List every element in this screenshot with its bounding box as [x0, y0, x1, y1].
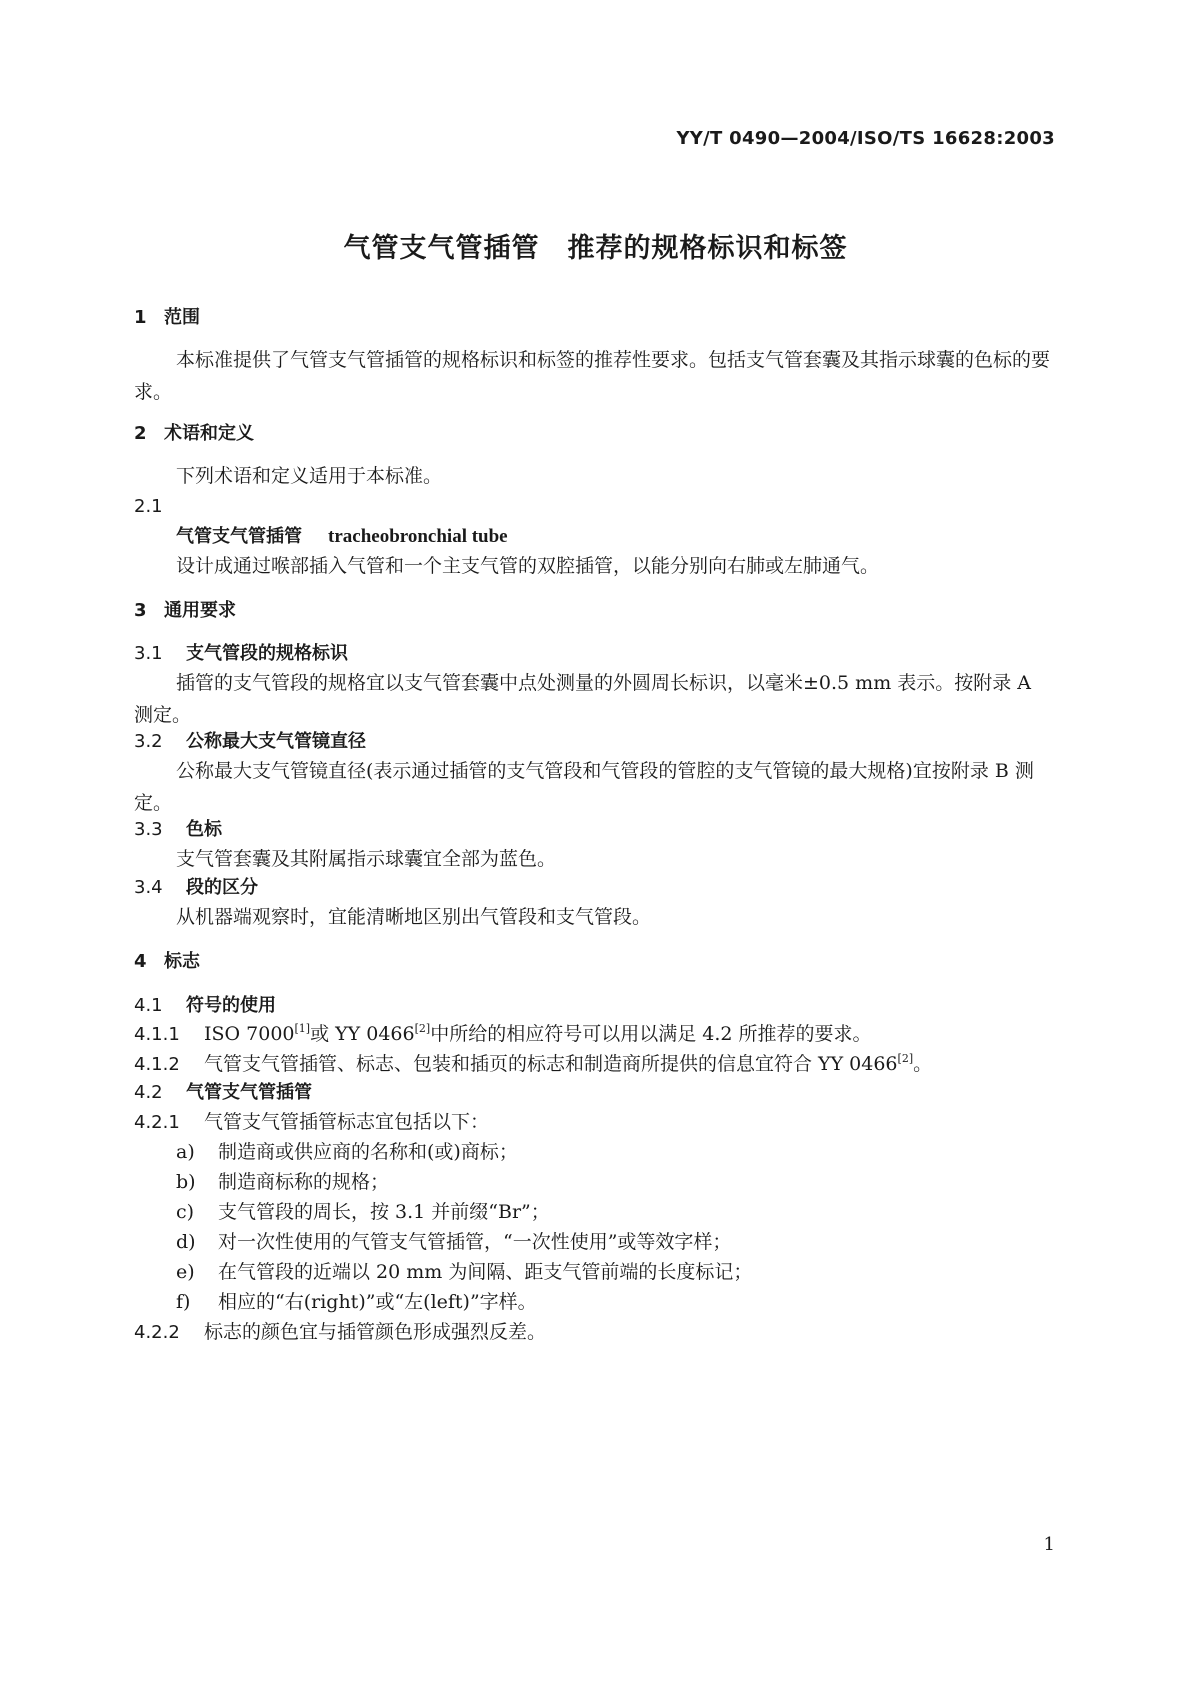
section-2-paragraph: 下列术语和定义适用于本标准。 — [176, 465, 443, 487]
list-item — [176, 1260, 1055, 1284]
clause-number: 3.2 — [134, 731, 163, 752]
list-item-label: c) — [176, 1201, 195, 1223]
term-english: tracheobronchial tube — [328, 526, 508, 547]
clause-title: 色标 — [186, 819, 222, 840]
term-entry — [176, 524, 1055, 549]
section-1-paragraph: 本标准提供了气管支气管插管的规格标识和标签的推荐性要求。包括支气管套囊及其指示球囊的色标的要求。 — [134, 349, 1051, 403]
clause-number: 3.4 — [134, 877, 163, 898]
list-item — [176, 1200, 1055, 1224]
clause-text-post: 中所给的相应符号可以用以满足 4.2 所推荐的要求。 — [430, 1023, 872, 1045]
clause-text-pre: 气管支气管插管、标志、包装和插页的标志和制造商所提供的信息宜符合 YY 0466 — [204, 1053, 898, 1075]
section-title: 标志 — [164, 951, 200, 972]
clause-text: 气管支气管插管标志宜包括以下： — [204, 1111, 490, 1133]
standard-code: YY/T 0490—2004/ISO/TS 16628:2003 — [676, 128, 1055, 149]
clause-title: 公称最大支气管镜直径 — [186, 731, 366, 752]
clause-number: 4.2.2 — [134, 1322, 180, 1343]
clause-number: 4.1.1 — [134, 1024, 180, 1045]
list-item-text: 制造商或供应商的名称和(或)商标； — [218, 1141, 518, 1163]
list-item-text: 在气管段的近端以 20 mm 为间隔、距支气管前端的长度标记； — [218, 1261, 753, 1283]
document-title: 气管支气管插管 推荐的规格标识和标签 — [343, 233, 848, 264]
term-chinese: 气管支气管插管 — [176, 526, 302, 547]
clause-number: 4.2 — [134, 1082, 163, 1103]
clause-2-1-number — [134, 494, 1055, 519]
clause-3-3-paragraph: 支气管套囊及其附属指示球囊宜全部为蓝色。 — [176, 848, 557, 870]
list-item-text: 对一次性使用的气管支气管插管，“一次性使用”或等效字样； — [218, 1231, 732, 1253]
section-3-heading — [134, 598, 1055, 623]
reference-1: [1] — [294, 1022, 311, 1035]
clause-number: 4.1.2 — [134, 1054, 180, 1075]
clause-number: 3.3 — [134, 819, 163, 840]
clause-4-2-heading — [134, 1080, 1055, 1105]
list-item-label: d) — [176, 1231, 196, 1253]
section-number: 1 — [134, 307, 147, 328]
section-number: 4 — [134, 951, 147, 972]
list-item-label: a) — [176, 1141, 195, 1163]
clause-3-4-paragraph: 从机器端观察时，宜能清晰地区别出气管段和支气管段。 — [176, 906, 652, 928]
section-number: 3 — [134, 600, 147, 621]
clause-title: 段的区分 — [186, 877, 258, 898]
clause-3-4-heading — [134, 875, 1055, 900]
page-number: 1 — [1043, 1534, 1055, 1555]
section-title: 术语和定义 — [164, 423, 254, 444]
clause-title: 气管支气管插管 — [186, 1082, 312, 1103]
reference-2: [2] — [414, 1022, 431, 1035]
clause-4-1-2 — [134, 1052, 1055, 1077]
clause-text-pre: ISO 7000 — [204, 1023, 295, 1045]
clause-3-2-heading — [134, 729, 1055, 754]
clause-3-2-paragraph: 公称最大支气管镜直径(表示通过插管的支气管段和气管段的管腔的支气管镜的最大规格)宜按附录 B 测定。 — [134, 760, 1034, 814]
clause-text-post: 。 — [913, 1053, 933, 1075]
list-item-label: e) — [176, 1261, 195, 1283]
list-item-text: 制造商标称的规格； — [218, 1171, 390, 1193]
list-item-text: 支气管段的周长，按 3.1 并前缀“Br”； — [218, 1201, 550, 1223]
list-item — [176, 1140, 1055, 1164]
section-4-heading — [134, 949, 1055, 974]
list-item — [176, 1230, 1055, 1254]
term-definition: 设计成通过喉部插入气管和一个主支气管的双腔插管，以能分别向右肺或左肺通气。 — [176, 555, 880, 577]
list-item-label: f) — [176, 1291, 191, 1313]
clause-number: 3.1 — [134, 643, 163, 664]
list-item — [176, 1170, 1055, 1194]
clause-number: 2.1 — [134, 496, 163, 517]
clause-title: 符号的使用 — [186, 995, 276, 1016]
clause-4-1-heading — [134, 993, 1055, 1018]
clause-4-2-2 — [134, 1320, 1055, 1345]
section-title: 通用要求 — [164, 600, 236, 621]
reference-2: [2] — [897, 1052, 914, 1065]
clause-number: 4.2.1 — [134, 1112, 180, 1133]
section-title: 范围 — [164, 307, 200, 328]
clause-text: 标志的颜色宜与插管颜色形成强烈反差。 — [204, 1321, 547, 1343]
section-2-heading — [134, 421, 1055, 446]
section-1-heading — [134, 305, 1055, 330]
list-item — [176, 1290, 1055, 1314]
clause-title: 支气管段的规格标识 — [186, 643, 348, 664]
clause-number: 4.1 — [134, 995, 163, 1016]
clause-4-2-1 — [134, 1110, 1055, 1135]
list-item-label: b) — [176, 1171, 196, 1193]
section-number: 2 — [134, 423, 147, 444]
clause-3-1-paragraph: 插管的支气管段的规格宜以支气管套囊中点处测量的外圆周长标识，以毫米±0.5 mm 表示。按附录 A 测定。 — [134, 672, 1032, 726]
clause-text-mid: 或 YY 0466 — [310, 1023, 415, 1045]
clause-3-1-heading — [134, 641, 1055, 666]
clause-4-1-1 — [134, 1022, 1055, 1047]
list-item-text: 相应的“右(right)”或“左(left)”字样。 — [218, 1291, 537, 1313]
clause-3-3-heading — [134, 817, 1055, 842]
